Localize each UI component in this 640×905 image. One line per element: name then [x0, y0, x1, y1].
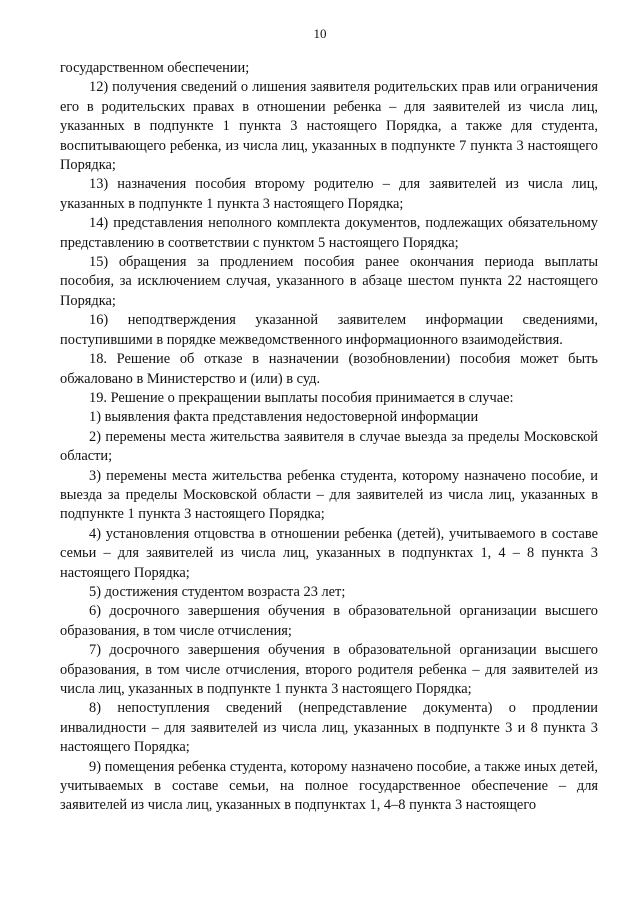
paragraph: 13) назначения пособия второму родителю – для заявителей из числа лиц, указанных в подпункте 1 пункта 3 настоящего Порядка; — [60, 176, 598, 212]
paragraph: 14) представления неполного комплекта документов, подлежащих обязательному представлению в соответствии с пунктом 5 настоящего Порядка; — [60, 215, 598, 251]
paragraph: 4) установления отцовства в отношении ребенка (детей), учитываемого в составе семьи – для заявителей из числа лиц, указанных в подпунктах 1, 4 – 8 пункта 3 настоящего Порядка; — [60, 525, 598, 581]
paragraph: 9) помещения ребенка студента, которому назначено пособие, а также иных детей, учитываемых в составе семьи, на полное государственное обеспечение – для заявителей из числа лиц, указанных в подпунктах 1, 4–8 пункта 3 настоящего — [60, 758, 598, 814]
document-body — [60, 59, 598, 816]
paragraph: 7) досрочного завершения обучения в образовательной организации высшего образования, в том числе отчисления, второго родителя ребенка – для заявителей из числа лиц, указанных в подпункте 1 пункта 3 настоящего Порядка; — [60, 642, 598, 697]
paragraph: 8) непоступления сведений (непредставление документа) о продлении инвалидности – для заявителей из числа лиц, указанных в подпункте 3 и 8 пункта 3 настоящего Порядка; — [60, 700, 598, 756]
paragraph: 18. Решение об отказе в назначении (возобновлении) пособия может быть обжаловано в Министерство и (или) в суд. — [60, 351, 598, 387]
paragraph: 19. Решение о прекращении выплаты пособия принимается в случае: — [89, 389, 514, 406]
paragraph: 1) выявления факта представления недостоверной информации — [89, 409, 479, 426]
paragraph: 2) перемены места жительства заявителя в случае выезда за пределы Московской области; — [60, 428, 598, 465]
paragraph: государственном обеспечении; — [60, 60, 250, 76]
page-number: 10 — [313, 26, 327, 41]
paragraph: 16) неподтверждения указанной заявителем информации сведениями, поступившими в порядке межведомственного информационного взаимодействия. — [60, 312, 598, 348]
paragraph: 15) обращения за продлением пособия ранее окончания периода выплаты пособия, за исключением случая, указанного в абзаце шестом пункта 22 настоящего Порядка; — [60, 254, 598, 309]
paragraph: 6) досрочного завершения обучения в образовательной организации высшего образования, в том числе отчисления; — [60, 603, 598, 639]
paragraph: 12) получения сведений о лишения заявителя родительских прав или ограничения его в родительских правах в отношении ребенка – для заявителей из числа лиц, указанных в подпункте 1 пункта 3 настоящего Порядка, а также для студента, воспитывающего ребенка, из числа лиц, указанных в подпункте 7 пункта 3 настоящего Порядка; — [60, 79, 598, 174]
paragraph: 3) перемены места жительства ребенка студента, которому назначено пособие, и выезда за пределы Московской области – для заявителей из числа лиц, указанных в подпункте 1 пункта 3 настоящего Порядка; — [60, 467, 598, 523]
paragraph: 5) достижения студентом возраста 23 лет; — [89, 583, 346, 600]
